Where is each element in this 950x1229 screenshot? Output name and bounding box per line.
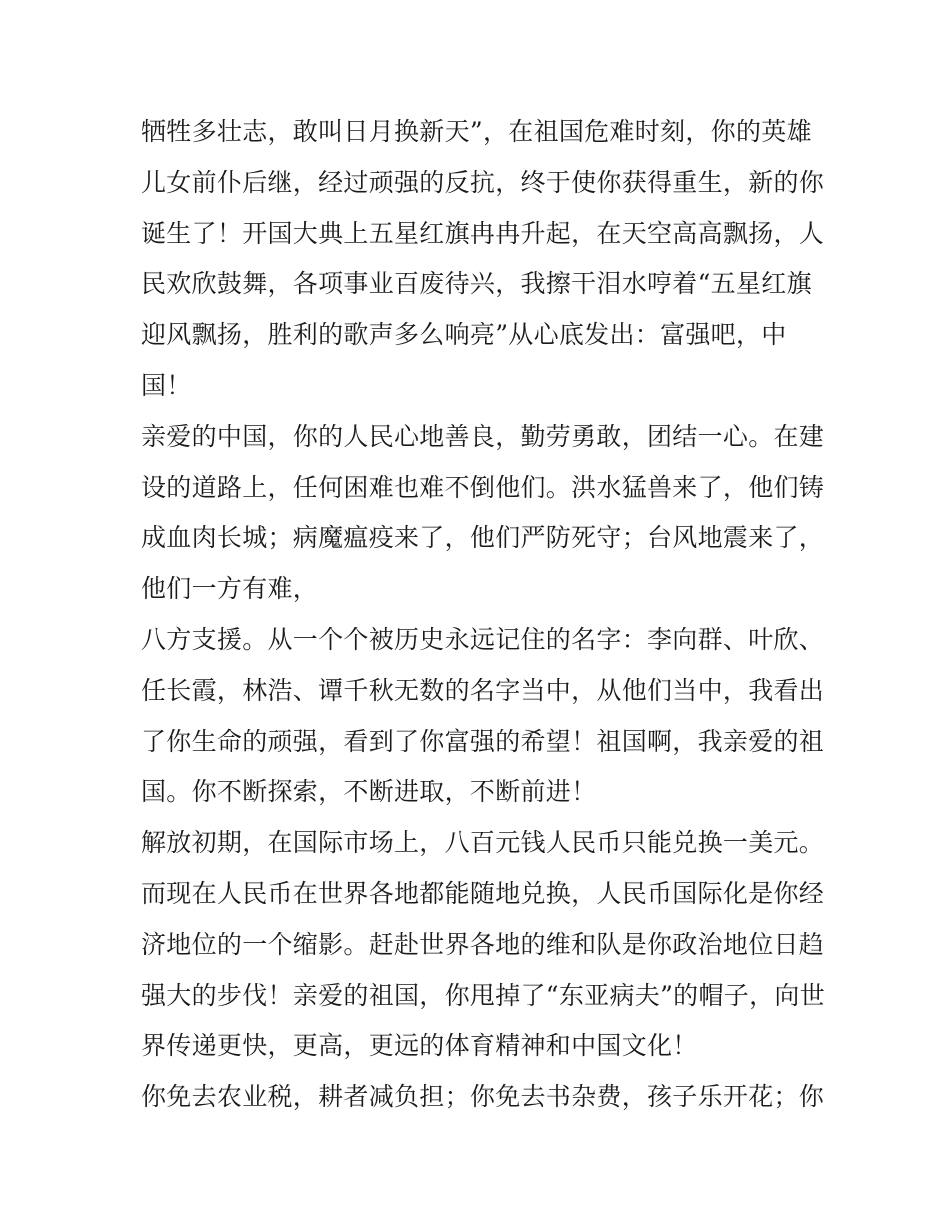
text-line: 界传递更快，更高，更远的体育精神和中国文化！ bbox=[141, 1031, 698, 1061]
text-line: 你免去农业税，耕者减负担；你免去书杂费，孩子乐开花；你 bbox=[141, 1082, 825, 1112]
text-line: 设的道路上，任何困难也难不倒他们。洪水猛兽来了，他们铸 bbox=[141, 472, 825, 502]
essay-body bbox=[141, 107, 825, 1123]
text-line: 国！ bbox=[141, 370, 192, 400]
text-line: 民欢欣鼓舞，各项事业百废待兴，我擦干泪水哼着“五星红旗 bbox=[141, 269, 812, 299]
text-line: 亲爱的中国，你的人民心地善良，勤劳勇敢，团结一心。在建 bbox=[141, 421, 825, 451]
text-line: 他们一方有难， bbox=[141, 574, 319, 604]
text-line: 儿女前仆后继，经过顽强的反抗，终于使你获得重生，新的你 bbox=[141, 167, 825, 197]
text-line: 任长霞，林浩、谭千秋无数的名字当中，从他们当中，我看出 bbox=[141, 675, 825, 705]
text-line: 强大的步伐！亲爱的祖国，你甩掉了“东亚病夫”的帽子，向世 bbox=[141, 980, 825, 1010]
text-line: 济地位的一个缩影。赶赴世界各地的维和队是你政治地位日趋 bbox=[141, 929, 825, 959]
text-line: 解放初期，在国际市场上，八百元钱人民币只能兑换一美元。 bbox=[141, 828, 825, 858]
text-line: 诞生了！开国大典上五星红旗冉冉升起，在天空高高飘扬，人 bbox=[141, 218, 825, 248]
text-line: 成血肉长城；病魔瘟疫来了，他们严防死守；台风地震来了， bbox=[141, 523, 825, 553]
text-line: 迎风飘扬，胜利的歌声多么响亮”从心底发出：富强吧，中 bbox=[141, 320, 787, 350]
text-line: 国。你不断探索，不断进取，不断前进！ bbox=[141, 777, 597, 807]
text-line: 牺牲多壮志，敢叫日月换新天”，在祖国危难时刻，你的英雄 bbox=[141, 117, 812, 146]
text-line: 八方支援。从一个个被历史永远记住的名字：李向群、叶欣、 bbox=[141, 624, 825, 654]
text-line: 了你生命的顽强，看到了你富强的希望！祖国啊，我亲爱的祖 bbox=[141, 726, 825, 756]
text-line: 而现在人民币在世界各地都能随地兑换，人民币国际化是你经 bbox=[141, 878, 825, 908]
